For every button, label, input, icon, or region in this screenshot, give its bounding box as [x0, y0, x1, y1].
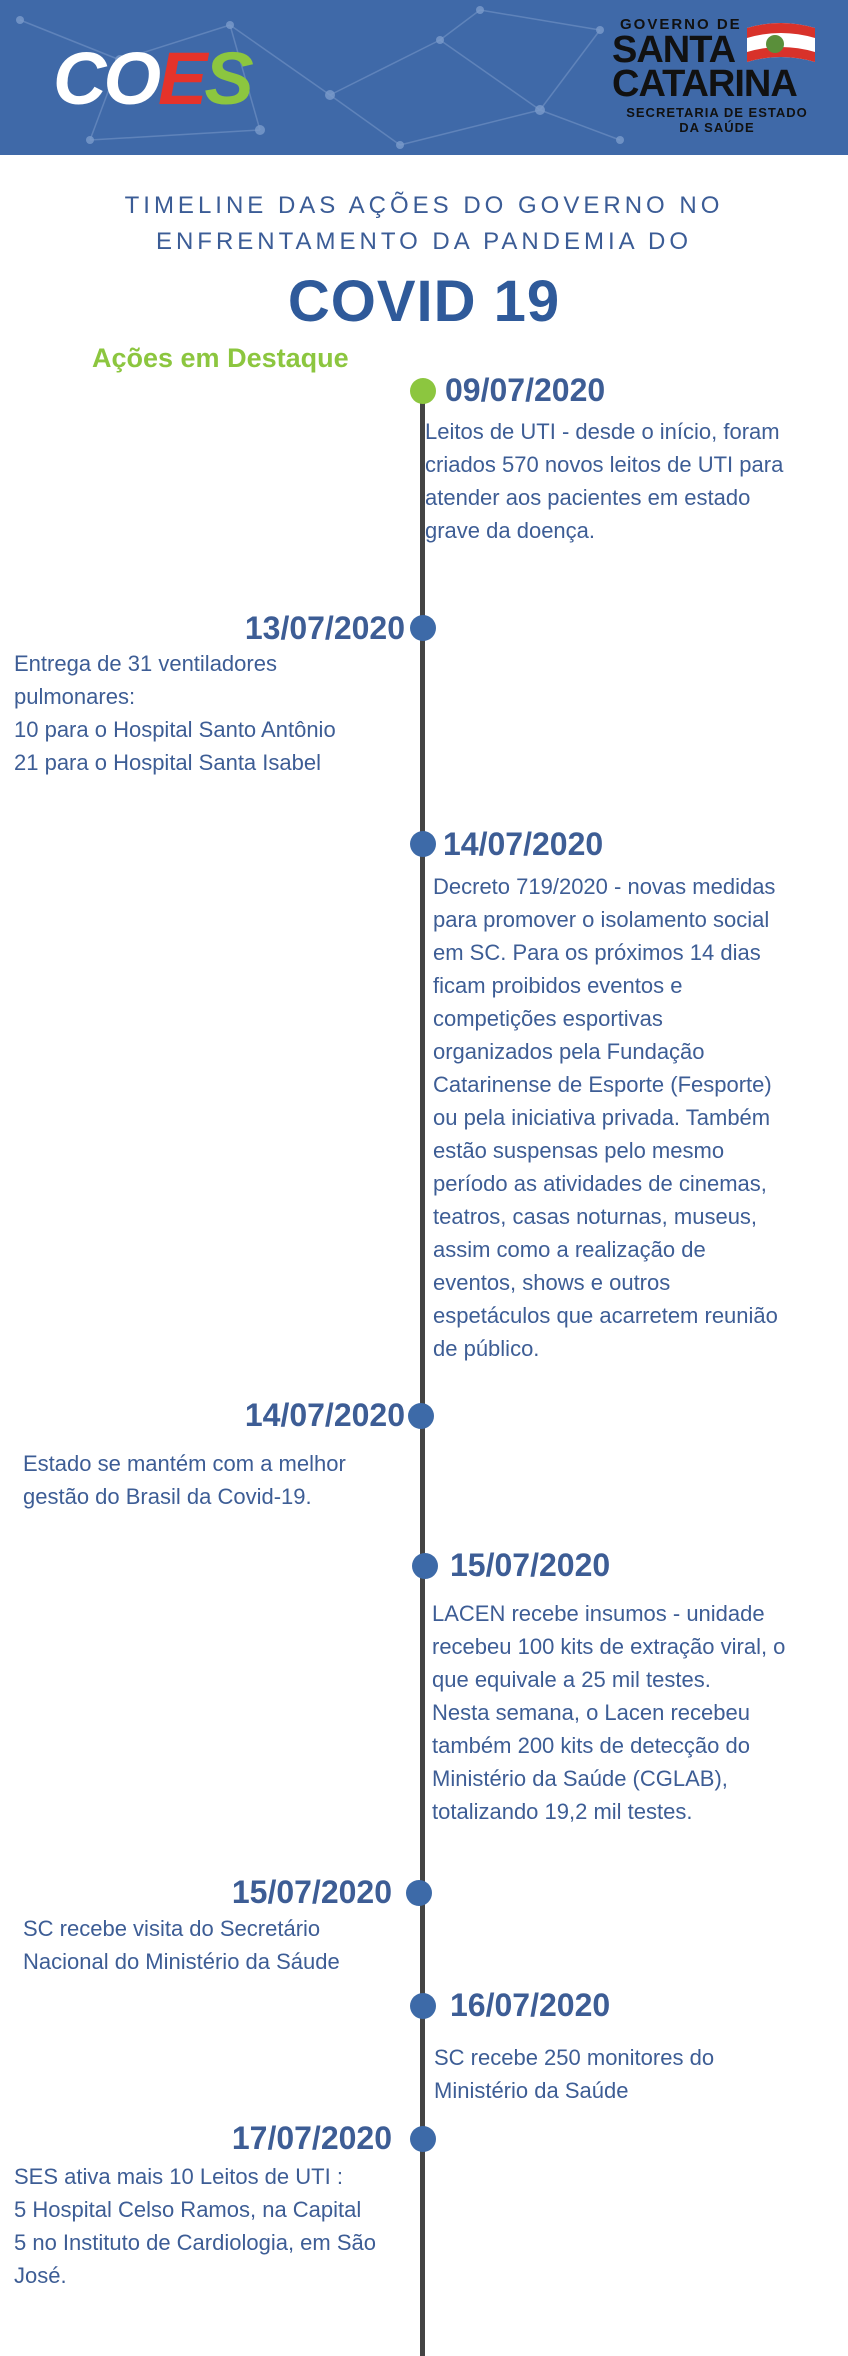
header-banner — [0, 0, 848, 155]
subtitle-line1: TIMELINE DAS AÇÕES DO GOVERNO NO — [124, 192, 724, 219]
timeline-dot — [410, 2126, 436, 2152]
event-date: 14/07/2020 — [443, 826, 604, 862]
timeline-dot — [410, 615, 436, 641]
timeline-dot — [412, 1553, 438, 1579]
coes-logo — [53, 37, 251, 120]
event-date: 15/07/2020 — [231, 1874, 392, 1910]
event-text: Entrega de 31 ventiladores pulmonares: 10 para o Hospital Santo Antônio 21 para o Hospital Santa Isabel — [14, 651, 336, 775]
gov-line2: SANTA — [612, 29, 736, 71]
gov-line4: SECRETARIA DE ESTADO — [626, 105, 808, 120]
logo-co: CO — [53, 37, 158, 120]
event-text: SES ativa mais 10 Leitos de UTI : 5 Hospital Celso Ramos, na Capital 5 no Instituto de Cardiologia, em São José. — [14, 2164, 377, 2288]
timeline-dot — [410, 1993, 436, 2019]
event-text: Estado se mantém com a melhor gestão do Brasil da Covid-19. — [23, 1451, 346, 1509]
event-date: 09/07/2020 — [445, 372, 606, 408]
event-text: LACEN recebe insumos - unidade recebeu 100 kits de extração viral, o que equivale a 25 mil testes. Nesta semana, o Lacen recebeu também 200 kits de detecção do Ministério da Saúde (CGLAB), totalizando 19,2 mil testes. — [432, 1601, 786, 1824]
event-date: 14/07/2020 — [244, 1397, 405, 1433]
timeline-dot — [408, 1403, 434, 1429]
logo-s: S — [204, 37, 251, 120]
event-text: Decreto 719/2020 - novas medidas para promover o isolamento social em SC. Para os próximos 14 dias ficam proibidos eventos e competições esportivas organizados pela Fundação Catarinense de Esporte (Fesporte) ou pela iniciativa privada. Também estão suspensas pelo mesmo período as atividades de cinemas, teatros, casas noturnas, museus, assim como a realização de eventos, shows e outros espetáculos que acarretem reunião de público. — [433, 874, 778, 1361]
timeline-dot — [406, 1880, 432, 1906]
gov-line1: GOVERNO DE — [620, 16, 742, 33]
timeline-dot — [410, 378, 436, 404]
event-date: 16/07/2020 — [450, 1987, 611, 2023]
gov-line5: DA SAÚDE — [679, 120, 755, 135]
event-text: Leitos de UTI - desde o início, foram criados 570 novos leitos de UTI para atender aos pacientes em estado grave da doença. — [425, 419, 784, 543]
subtitle-line2: ENFRENTAMENTO DA PANDEMIA DO — [155, 228, 693, 255]
gov-line3: CATARINA — [612, 63, 797, 105]
event-text: SC recebe visita do Secretário Nacional do Ministério da Sáude — [23, 1916, 340, 1974]
page-title: COVID 19 — [287, 269, 561, 334]
event-date: 17/07/2020 — [231, 2120, 392, 2156]
event-text: SC recebe 250 monitores do Ministério da Saúde — [434, 2045, 715, 2103]
timeline-line — [420, 388, 425, 2356]
subtitle — [0, 188, 848, 260]
event-date: 13/07/2020 — [244, 610, 405, 646]
event-date: 15/07/2020 — [450, 1547, 611, 1583]
state-flag-icon — [745, 22, 817, 68]
section-label: Ações em Destaque — [92, 343, 349, 373]
timeline-dot — [410, 831, 436, 857]
logo-e: E — [158, 37, 205, 120]
